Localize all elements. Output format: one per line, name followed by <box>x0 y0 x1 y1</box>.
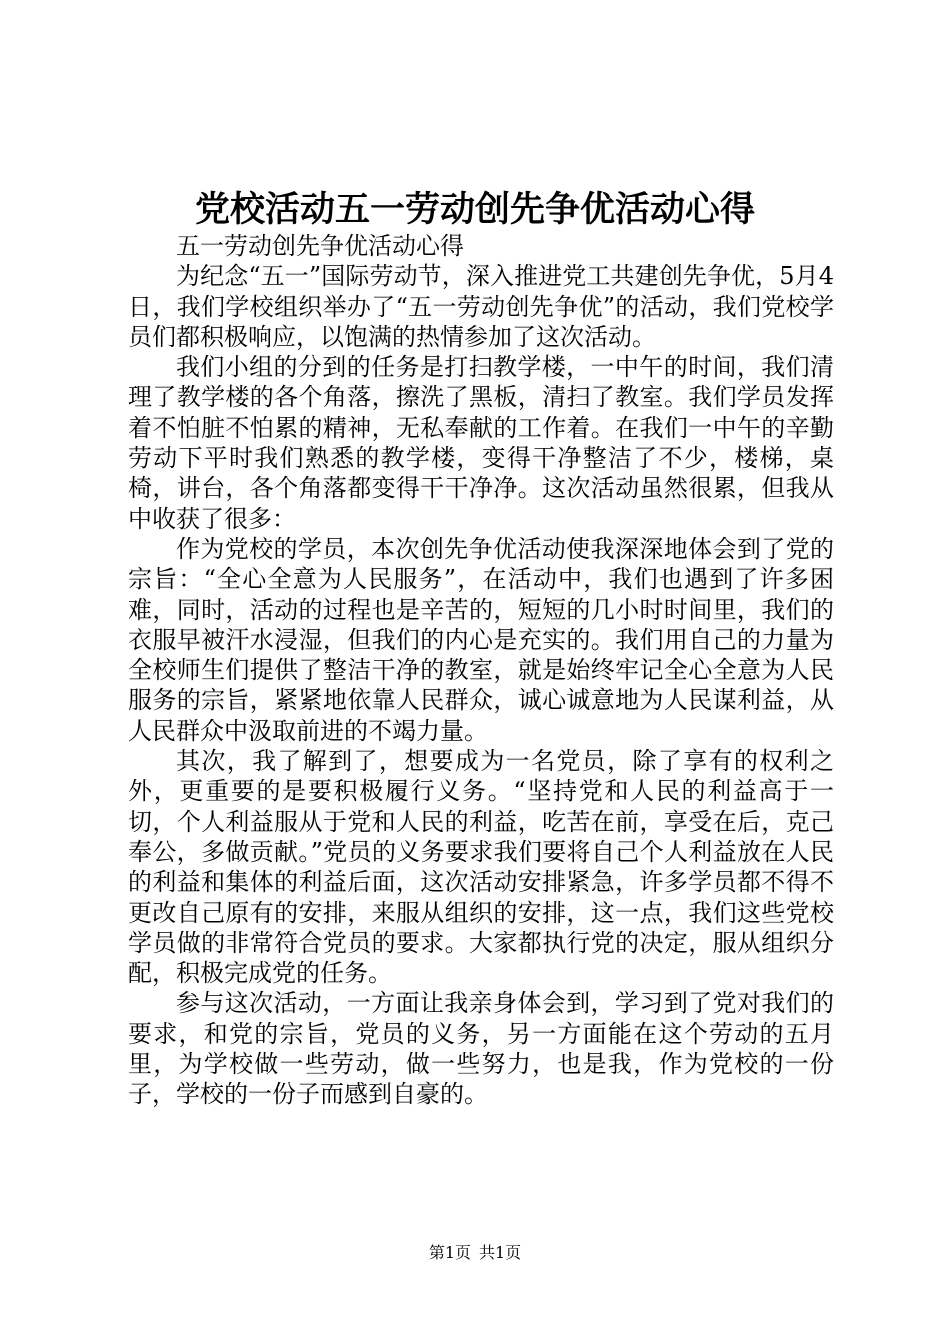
body-paragraph: 为纪念“五一”国际劳动节，深入推进党工共建创先争优，5月4日，我们学校组织举办了“五一劳动创先争优”的活动，我们党校学员们都积极响应，以饱满的热情参加了这次活动。 <box>128 262 834 351</box>
document-body <box>128 231 834 1110</box>
page-number: 第1页 <box>428 1243 471 1262</box>
subtitle-paragraph: 五一劳动创先争优活动心得 <box>176 232 464 260</box>
page-total: 共1页 <box>479 1243 522 1262</box>
body-paragraph: 参与这次活动，一方面让我亲身体会到，学习到了党对我们的要求，和党的宗旨，党员的义务，另一方面能在这个劳动的五月里，为学校做一些劳动，做一些努力，也是我，作为党校的一份子，学校的一份子而感到自豪的。 <box>128 989 834 1109</box>
body-paragraph: 我们小组的分到的任务是打扫教学楼，一中午的时间，我们清理了教学楼的各个角落，擦洗了黑板，清扫了教室。我们学员发挥着不怕脏不怕累的精神，无私奉献的工作着。在我们一中午的辛勤劳动下平时我们熟悉的教学楼，变得干净整洁了不少，楼梯，桌椅，讲台，各个角落都变得干干净净。这次活动虽然很累，但我从中收获了很多： <box>128 353 834 533</box>
document-title: 党校活动五一劳动创先争优活动心得 <box>194 189 755 230</box>
page-footer <box>0 1243 950 1263</box>
body-paragraph: 作为党校的学员，本次创先争优活动使我深深地体会到了党的宗旨：“全心全意为人民服务”，在活动中，我们也遇到了许多困难，同时，活动的过程也是辛苦的，短短的几小时时间里，我们的衣服早被汗水浸湿，但我们的内心是充实的。我们用自己的力量为全校师生们提供了整洁干净的教室，就是始终牢记全心全意为人民服务的宗旨，紧紧地依靠人民群众，诚心诚意地为人民谋利益，从人民群众中汲取前进的不竭力量。 <box>128 534 834 745</box>
body-paragraph: 其次，我了解到了，想要成为一名党员，除了享有的权利之外，更重要的是要积极履行义务。“坚持党和人民的利益高于一切，个人利益服从于党和人民的利益，吃苦在前，享受在后，克己奉公，多做贡献。”党员的义务要求我们要将自己个人利益放在人民的利益和集体的利益后面，这次活动安排紧急，许多学员都不得不更改自己原有的安排，来服从组织的安排，这一点，我们这些党校学员做的非常符合党员的要求。大家都执行党的决定，服从组织分配，积极完成党的任务。 <box>128 747 834 988</box>
